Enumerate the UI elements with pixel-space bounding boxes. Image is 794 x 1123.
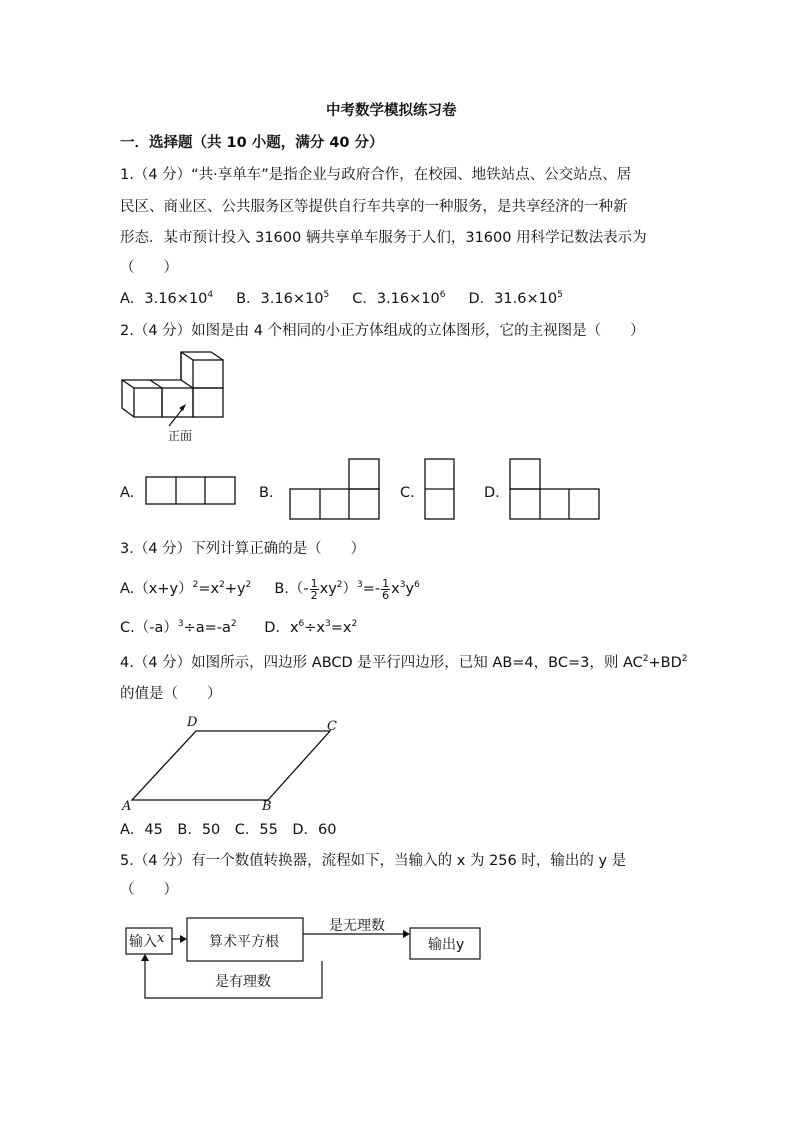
q3-line1: 3.（4 分）下列计算正确的是（ ）	[120, 541, 366, 557]
q4-vertex-c: C	[327, 719, 337, 734]
q1-options	[120, 289, 563, 309]
q1-line1: 1.（4 分）“共·享单车”是指企业与政府合作，在校园、地铁站点、公交站点、居	[120, 167, 632, 183]
q5-flowchart	[120, 912, 490, 1004]
flow-rational-label: 是有理数	[215, 974, 271, 990]
q3-option-d[interactable]: D．$x^6\div x^3=x^2$	[264, 619, 358, 636]
flow-sqrt-label: 算术平方根	[209, 934, 279, 950]
q3-option-b[interactable]: B.（- $\frac{1}{2}$ $xy^2)^3=-$ $\frac{1}{6}$ $x^3y^6$	[274, 576, 420, 602]
q3-option-c[interactable]: $C.(-a)^3\div a=-a^2$	[120, 619, 237, 636]
q1-line2: 民区、商业区、公共服务区等提供自行车共享的一种服务，是共享经济的一种新	[120, 199, 628, 215]
q4-vertex-d: D	[187, 715, 198, 730]
page-title: 中考数学模拟练习卷	[326, 103, 457, 119]
q3-options-row2	[120, 618, 357, 638]
q4-line1: 4.（4 分）如图所示，四边形 ABCD 是平行四边形，已知 AB=4，BC=3，则 $AC^2+BD^2$	[120, 654, 688, 671]
q1-option-a[interactable]: A．$3.16\times 10^4$	[120, 290, 214, 307]
q1-line4: （ ）	[120, 260, 178, 276]
q1-option-b[interactable]: B．$3.16\times 10^5$	[236, 290, 330, 307]
q2-option-c-label[interactable]: C.	[400, 485, 415, 501]
q2-option-d-label[interactable]: D.	[484, 485, 500, 501]
flow-input-var: x	[157, 931, 165, 946]
q1-option-c[interactable]: C．$3.16\times 10^6$	[352, 290, 446, 307]
q2-option-d-figure[interactable]	[509, 458, 601, 521]
q2-option-b-label[interactable]: B.	[259, 485, 274, 501]
q1-option-d[interactable]: D．$31.6\times 10^5$	[468, 290, 563, 307]
flow-irrational-label: 是无理数	[329, 918, 385, 934]
q2-option-c-figure[interactable]	[424, 458, 456, 521]
flow-output-label: 输出y	[428, 937, 465, 953]
q2-front-label: 正面	[168, 429, 193, 443]
q1-line3: 形态．某市预计投入 31600 辆共享单车服务于人们，31600 用科学记数法表示为	[120, 230, 647, 246]
q4-vertex-a: A	[122, 799, 132, 814]
q2-line1: 2.（4 分）如图是由 4 个相同的小正方体组成的立体图形，它的主视图是（ ）	[120, 323, 645, 339]
q3-options-row1	[120, 576, 420, 602]
q3-option-a[interactable]: $A.(x+y)^2=x^2+y^2$	[120, 580, 252, 597]
q4-line2: 的值是（ ）	[120, 686, 222, 702]
q4-vertex-b: B	[262, 799, 272, 814]
q5-line1: 5.（4 分）有一个数值转换器，流程如下，当输入的 x 为 256 时，输出的 y 是	[120, 853, 627, 869]
q2-option-a-figure[interactable]	[145, 476, 237, 506]
q5-line2: （ ）	[120, 882, 178, 898]
q2-option-a-label[interactable]: A.	[120, 485, 135, 501]
section-heading: 一．选择题（共 10 小题，满分 40 分）	[120, 135, 384, 151]
q2-option-b-figure[interactable]	[289, 458, 381, 521]
q4-options[interactable]: A．45 B．50 C．55 D．60	[120, 822, 337, 838]
q4-parallelogram-figure	[120, 712, 350, 812]
flow-input-label: 输入	[129, 934, 157, 950]
